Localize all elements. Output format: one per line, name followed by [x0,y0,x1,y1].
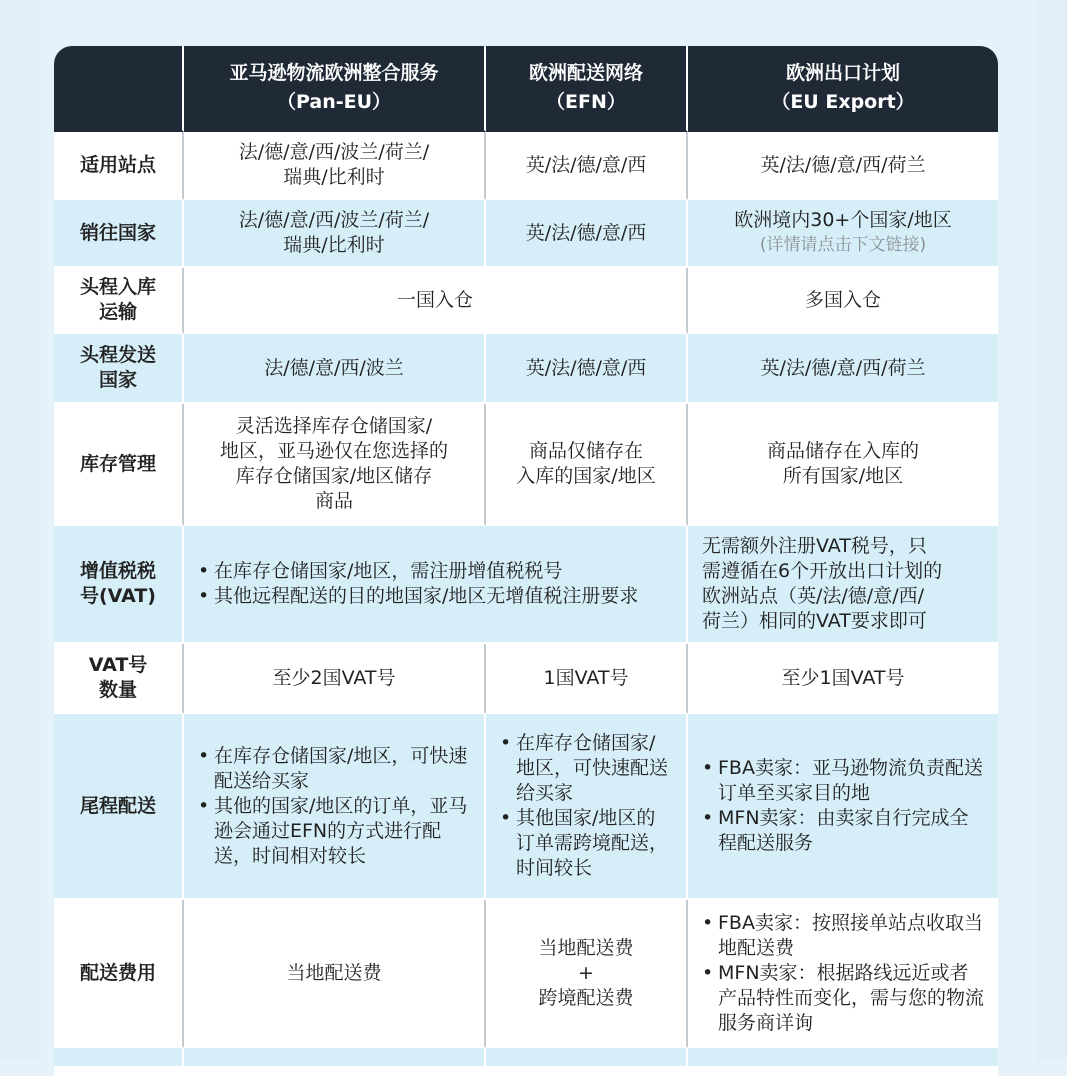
header-efn-title: 欧洲配送网络 [528,62,643,84]
sites-pan-eu [184,132,486,200]
sites-efn [486,132,688,200]
table-row-partial [486,1048,688,1068]
vat-eu-export-line: 需遵循在6个开放出口计划的 [702,560,943,582]
inventory-eu-export [688,404,998,526]
list-item: • FBA卖家：亚马逊物流负责配送订单至买家目的地 [702,756,984,806]
sites-pan-eu-line: 法/德/意/西/波兰/荷兰/ [238,141,430,163]
fees-eu-export-list [702,911,984,1036]
last-mile-pan-eu-list [198,744,470,869]
list-item: • FBA卖家：按照接单站点收取当地配送费 [702,911,984,961]
row-label-vat-count-line: 数量 [98,679,137,701]
vat-pan-eu-efn [184,526,688,644]
page-margin-left [0,0,40,1060]
sites-eu-export [688,132,998,200]
last-mile-pan-eu [184,714,486,900]
vat-count-eu-export [688,644,998,714]
ship-from-eu-export [688,334,998,404]
header-pan-eu [184,46,486,132]
vat-count-pan-eu [184,644,486,714]
inventory-pan-eu-line: 商品 [314,490,353,512]
ship-from-pan-eu-text: 法/德/意/西/波兰 [264,356,404,379]
sell-countries-eu-export [688,200,998,268]
header-efn-abbr: （EFN） [546,91,626,113]
vat-count-pan-eu-text: 至少2国VAT号 [272,666,396,689]
list-item: • 在库存仓储国家/地区，可快速配送给买家 [500,731,672,806]
row-label-vat-count-line: VAT号 [88,654,148,676]
vat-pan-eu-efn-list [198,559,638,609]
fees-efn-plus: + [578,961,594,984]
row-label-inbound-line: 头程入库 [79,276,156,298]
row-label-sites [54,132,184,200]
header-efn [486,46,688,132]
fees-efn-line: 当地配送费 [538,936,634,959]
ship-from-efn [486,334,688,404]
row-label-ship-from [54,334,184,404]
sell-countries-eu-export-text: 欧洲境内30+个国家/地区 [734,209,952,231]
table-row-partial [54,1048,184,1068]
fees-efn [486,900,688,1048]
row-label-fees [54,900,184,1048]
ship-from-eu-export-text: 英/法/德/意/西/荷兰 [760,356,926,379]
vat-count-efn [486,644,688,714]
header-eu-export [688,46,998,132]
header-eu-export-abbr: （EU Export） [771,91,915,113]
list-item: • MFN卖家：根据路线远近或者产品特性而变化，需与您的物流服务商详询 [702,961,984,1036]
header-corner [54,46,184,132]
details-link-note[interactable]: (详情请点击下文链接) [759,235,927,255]
row-label-last-mile-text: 尾程配送 [79,794,156,817]
row-label-vat [54,526,184,644]
inventory-pan-eu-line: 地区，亚马逊仅在您选择的 [219,440,448,462]
sell-countries-efn-text: 英/法/德/意/西 [525,221,647,244]
sell-countries-efn [486,200,688,268]
ship-from-pan-eu [184,334,486,404]
sites-eu-export-text: 英/法/德/意/西/荷兰 [760,153,926,176]
vat-eu-export [688,526,998,644]
fees-pan-eu-text: 当地配送费 [286,961,382,984]
vat-count-eu-export-text: 至少1国VAT号 [781,666,905,689]
inbound-pan-eu-efn-text: 一国入仓 [396,288,473,311]
row-label-sell-countries-text: 销往国家 [79,221,156,244]
inventory-pan-eu [184,404,486,526]
inventory-eu-export-line: 所有国家/地区 [782,465,904,487]
row-label-vat-line: 增值税税 [79,560,156,582]
row-label-inbound [54,268,184,334]
sell-countries-pan-eu [184,200,486,268]
table-row-partial [688,1048,998,1068]
fees-eu-export [688,900,998,1048]
sell-countries-pan-eu-line: 瑞典/比利时 [283,234,385,256]
row-label-sell-countries [54,200,184,268]
sites-pan-eu-line: 瑞典/比利时 [283,166,385,188]
row-label-vat-count [54,644,184,714]
comparison-table [54,46,998,1076]
list-item: • 其他国家/地区的订单需跨境配送，时间较长 [500,806,672,881]
list-item: • 在库存仓储国家/地区，需注册增值税税号 [198,559,638,584]
row-label-inventory [54,404,184,526]
last-mile-eu-export [688,714,998,900]
row-label-inventory-text: 库存管理 [79,452,156,475]
inventory-efn [486,404,688,526]
inventory-efn-line: 入库的国家/地区 [516,465,656,487]
row-label-sites-text: 适用站点 [79,153,156,176]
inbound-eu-export [688,268,998,334]
sites-efn-text: 英/法/德/意/西 [525,153,647,176]
list-item: • 其他远程配送的目的地国家/地区无增值税注册要求 [198,584,638,609]
fees-efn-line: 跨境配送费 [538,986,634,1009]
last-mile-efn-list [500,731,672,881]
row-label-fees-text: 配送费用 [79,961,156,984]
row-label-inbound-line: 运输 [98,301,137,323]
list-item: • MFN卖家：由卖家自行完成全程配送服务 [702,806,984,856]
header-pan-eu-abbr: （Pan-EU） [276,91,392,113]
inbound-pan-eu-efn [184,268,688,334]
page-margin-right [1037,0,1067,1060]
inbound-eu-export-text: 多国入仓 [804,288,881,311]
list-item: • 在库存仓储国家/地区，可快速配送给买家 [198,744,470,794]
vat-eu-export-line: 欧洲站点（英/法/德/意/西/ [702,585,925,607]
row-label-ship-from-line: 头程发送 [79,344,156,366]
comparison-grid [54,46,998,1068]
header-pan-eu-title: 亚马逊物流欧洲整合服务 [229,62,439,84]
fees-pan-eu [184,900,486,1048]
list-item: • 其他的国家/地区的订单，亚马逊会通过EFN的方式进行配送，时间相对较长 [198,794,470,869]
row-label-ship-from-line: 国家 [98,369,137,391]
row-label-last-mile [54,714,184,900]
inventory-efn-line: 商品仅储存在 [528,440,643,462]
vat-eu-export-line: 荷兰）相同的VAT要求即可 [702,610,927,632]
table-row-partial [184,1048,486,1068]
header-eu-export-title: 欧洲出口计划 [785,62,900,84]
ship-from-efn-text: 英/法/德/意/西 [525,356,647,379]
last-mile-eu-export-list [702,756,984,856]
inventory-pan-eu-line: 灵活选择库存仓储国家/ [235,415,433,437]
row-label-vat-line: 号(VAT) [80,585,156,607]
inventory-eu-export-line: 商品储存在入库的 [766,440,919,462]
inventory-pan-eu-line: 库存仓储国家/地区储存 [235,465,433,487]
vat-count-efn-text: 1国VAT号 [543,666,629,689]
last-mile-efn [486,714,688,900]
sell-countries-pan-eu-line: 法/德/意/西/波兰/荷兰/ [238,209,430,231]
vat-eu-export-line: 无需额外注册VAT税号，只 [702,535,927,557]
